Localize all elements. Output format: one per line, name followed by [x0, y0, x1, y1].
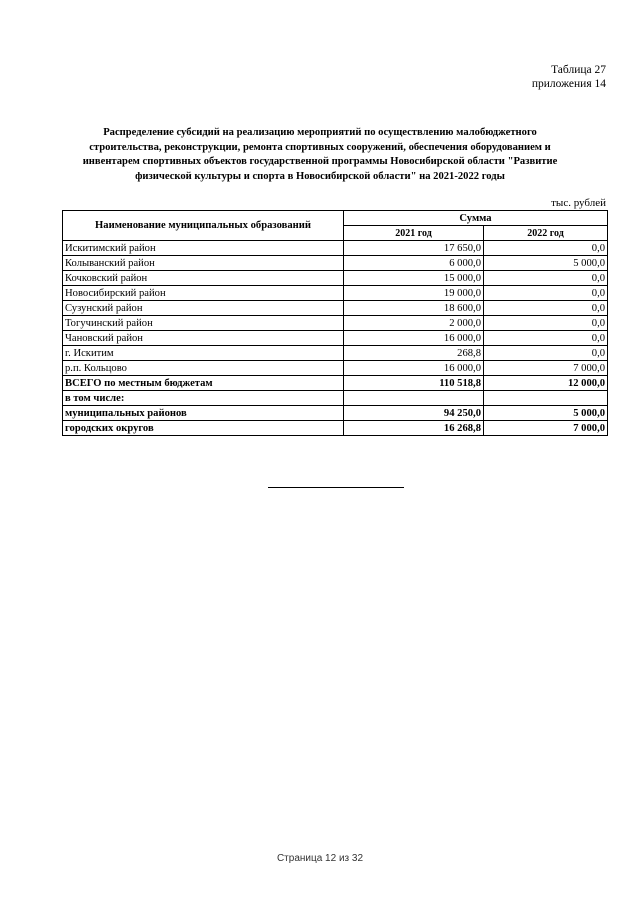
total-2022-value: 12 000,0 — [484, 376, 608, 391]
municipal-districts-2021-value: 94 250,0 — [344, 406, 484, 421]
row-2022-value: 7 000,0 — [484, 361, 608, 376]
header-2021: 2021 год — [344, 226, 484, 241]
municipal-districts-label: муниципальных районов — [63, 406, 344, 421]
row-2022-value: 0,0 — [484, 301, 608, 316]
row-name: Чановский район — [63, 331, 344, 346]
table-row — [63, 331, 608, 346]
urban-districts-label: городских округов — [63, 421, 344, 436]
row-2021-value: 17 650,0 — [344, 241, 484, 256]
urban-districts-row — [63, 421, 608, 436]
municipal-districts-2022-value: 5 000,0 — [484, 406, 608, 421]
header-sum: Сумма — [344, 211, 608, 226]
table-row — [63, 316, 608, 331]
total-row — [63, 376, 608, 391]
row-2021-value: 268,8 — [344, 346, 484, 361]
row-2022-value: 0,0 — [484, 286, 608, 301]
row-2021-value: 2 000,0 — [344, 316, 484, 331]
urban-districts-2021-value: 16 268,8 — [344, 421, 484, 436]
header-2022: 2022 год — [484, 226, 608, 241]
table-row — [63, 256, 608, 271]
total-2021-value: 110 518,8 — [344, 376, 484, 391]
row-name: Тогучинский район — [63, 316, 344, 331]
including-2021-empty — [344, 391, 484, 406]
table-row — [63, 361, 608, 376]
row-2021-value: 15 000,0 — [344, 271, 484, 286]
appendix-number: приложения 14 — [531, 78, 606, 90]
total-label: ВСЕГО по местным бюджетам — [63, 376, 344, 391]
row-2021-value: 16 000,0 — [344, 331, 484, 346]
document-title: Распределение субсидий на реализацию мероприятий по осуществлению малобюджетного строительства, реконструкции, ремонта спортивных сооружений, обеспечения оборудованием и инвентарем спортивных объектов государственной программы Новосибирской области "Развитие физической культуры и спорта в Новосибирской области" на 2021-2022 годы — [82, 127, 558, 182]
row-2022-value: 0,0 — [484, 241, 608, 256]
divider-line — [268, 487, 404, 488]
row-name: Кочковский район — [63, 271, 344, 286]
row-2022-value: 0,0 — [484, 331, 608, 346]
row-2022-value: 0,0 — [484, 316, 608, 331]
row-2022-value: 0,0 — [484, 271, 608, 286]
row-name: Сузунский район — [63, 301, 344, 316]
table-row — [63, 346, 608, 361]
row-2021-value: 16 000,0 — [344, 361, 484, 376]
table-row — [63, 271, 608, 286]
table-row — [63, 301, 608, 316]
page-number: Страница 12 из 32 — [276, 853, 364, 864]
row-2021-value: 19 000,0 — [344, 286, 484, 301]
row-2022-value: 5 000,0 — [484, 256, 608, 271]
including-label: в том числе: — [63, 391, 344, 406]
table-reference — [532, 63, 606, 91]
subsidy-table — [62, 210, 608, 436]
row-name: р.п. Кольцово — [63, 361, 344, 376]
including-row — [63, 391, 608, 406]
table-row — [63, 286, 608, 301]
row-name: Колыванский район — [63, 256, 344, 271]
including-2022-empty — [484, 391, 608, 406]
row-2021-value: 18 600,0 — [344, 301, 484, 316]
municipal-districts-row — [63, 406, 608, 421]
urban-districts-2022-value: 7 000,0 — [484, 421, 608, 436]
row-name: Искитимский район — [63, 241, 344, 256]
row-name: Новосибирский район — [63, 286, 344, 301]
table-row — [63, 241, 608, 256]
table-number: Таблица 27 — [551, 64, 606, 76]
row-name: г. Искитим — [63, 346, 344, 361]
row-2022-value: 0,0 — [484, 346, 608, 361]
row-2021-value: 6 000,0 — [344, 256, 484, 271]
header-municipality: Наименование муниципальных образований — [63, 211, 344, 241]
units-label: тыс. рублей — [551, 197, 606, 209]
